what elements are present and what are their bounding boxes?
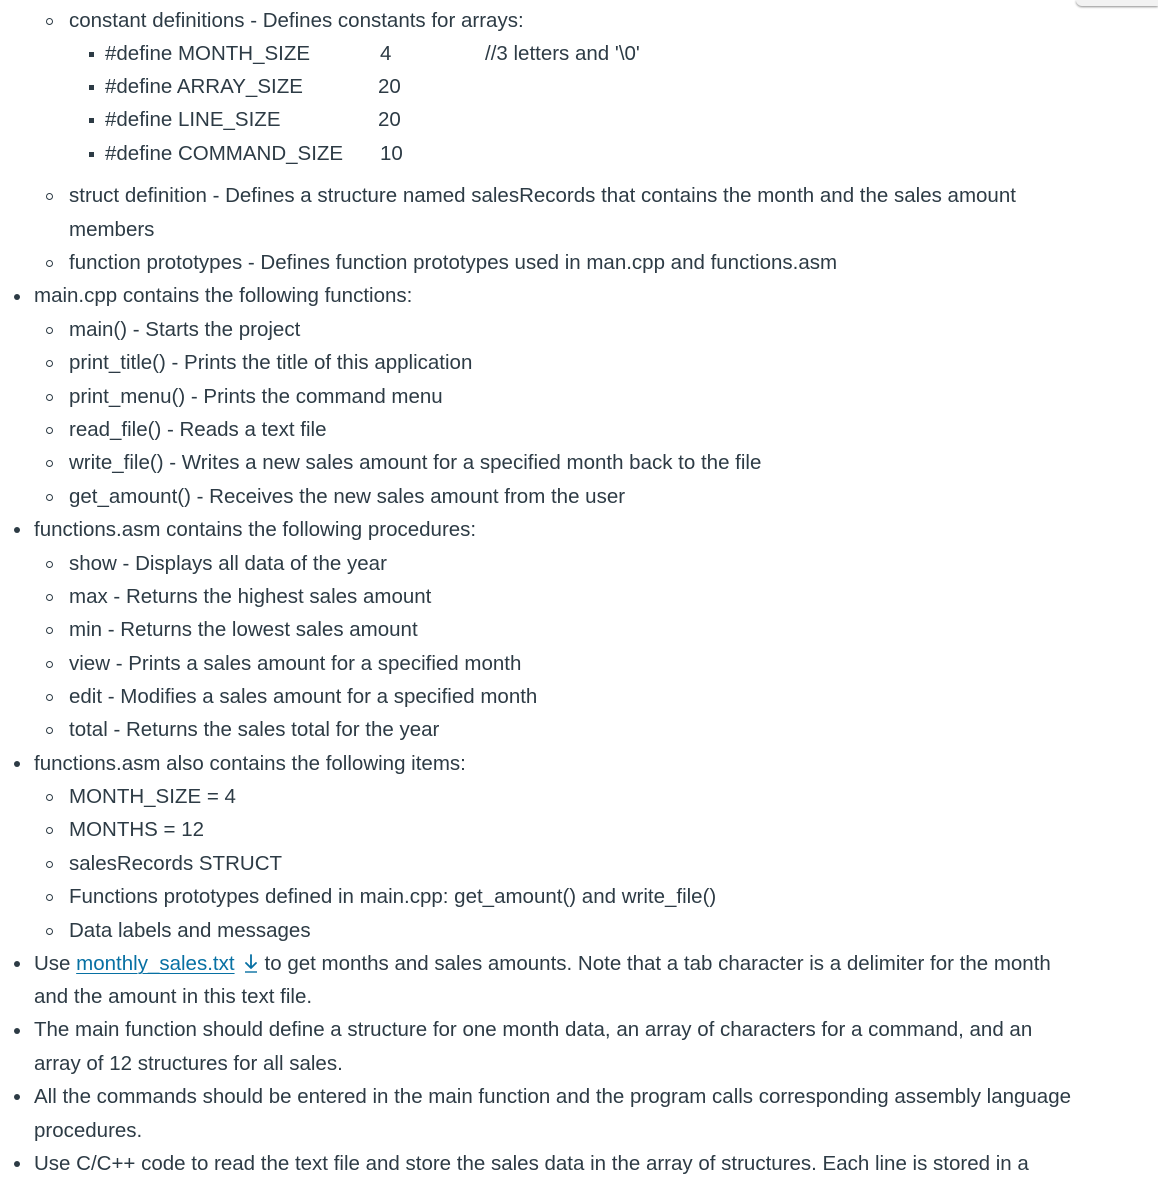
define-month-size-value: 4 bbox=[380, 42, 392, 65]
bullet-circle bbox=[46, 794, 53, 801]
bullet-circle bbox=[46, 394, 53, 401]
use-file-line2: and the amount in this text file. bbox=[34, 985, 313, 1008]
bullet-circle bbox=[46, 661, 53, 668]
main-cpp-item-write-file: write_file() - Writes a new sales amount for a specified month back to the file bbox=[69, 451, 762, 474]
bullet-square bbox=[89, 85, 94, 90]
bullet-square bbox=[89, 118, 94, 123]
bullet-square bbox=[89, 152, 94, 157]
main-cpp-item-get-amount: get_amount() - Receives the new sales amount from the user bbox=[69, 485, 626, 508]
functions-asm-item-months: MONTHS = 12 bbox=[69, 818, 204, 841]
window-corner-shadow bbox=[1076, 0, 1158, 6]
functions-asm-item-edit: edit - Modifies a sales amount for a specified month bbox=[69, 685, 538, 708]
bullet-disc bbox=[14, 1028, 20, 1034]
functions-asm-title: functions.asm contains the following procedures: bbox=[34, 518, 477, 541]
main-cpp-item-read-file: read_file() - Reads a text file bbox=[69, 418, 327, 441]
functions-asm-item-month-size: MONTH_SIZE = 4 bbox=[69, 785, 236, 808]
bullet-circle bbox=[46, 193, 53, 200]
struct-item-line2: members bbox=[69, 218, 155, 241]
commands-line1: All the commands should be entered in the main function and the program calls corresponding assembly language bbox=[34, 1085, 1072, 1108]
define-line-size-name: #define LINE_SIZE bbox=[105, 108, 281, 131]
prototypes-item: function prototypes - Defines function prototypes used in man.cpp and functions.asm bbox=[69, 251, 838, 274]
struct-item-line1: struct definition - Defines a structure named salesRecords that contains the month and the sales amount bbox=[69, 184, 1016, 207]
define-month-size-comment: //3 letters and '\0' bbox=[485, 42, 640, 65]
functions-asm-item-view: view - Prints a sales amount for a specified month bbox=[69, 652, 522, 675]
functions-asm-item-struct: salesRecords STRUCT bbox=[69, 852, 283, 875]
define-array-size-name: #define ARRAY_SIZE bbox=[105, 75, 303, 98]
main-function-line2: array of 12 structures for all sales. bbox=[34, 1052, 343, 1075]
bullet-disc bbox=[14, 961, 20, 967]
main-cpp-item-print-menu: print_menu() - Prints the command menu bbox=[69, 385, 443, 408]
bullet-circle bbox=[46, 627, 53, 634]
bullet-circle bbox=[46, 928, 53, 935]
bullet-circle bbox=[46, 894, 53, 901]
functions-asm-item-data-labels: Data labels and messages bbox=[69, 919, 311, 942]
bullet-disc bbox=[14, 294, 20, 300]
functions-asm-item-total: total - Returns the sales total for the year bbox=[69, 718, 440, 741]
monthly-sales-link[interactable]: monthly_sales.txt bbox=[76, 952, 235, 975]
functions-asm-item-min: min - Returns the lowest sales amount bbox=[69, 618, 418, 641]
bullet-circle bbox=[46, 18, 53, 25]
use-file-line1 bbox=[34, 950, 1051, 978]
main-cpp-title: main.cpp contains the following functions: bbox=[34, 284, 413, 307]
bullet-circle bbox=[46, 327, 53, 334]
bullet-circle bbox=[46, 360, 53, 367]
bullet-disc bbox=[14, 1094, 20, 1100]
commands-line2: procedures. bbox=[34, 1119, 143, 1142]
define-array-size-value: 20 bbox=[378, 75, 401, 98]
bullet-disc bbox=[14, 1161, 20, 1167]
define-command-size-value: 10 bbox=[380, 142, 403, 165]
use-file-suffix: to get months and sales amounts. Note that a tab character is a delimiter for the month bbox=[264, 952, 1051, 975]
main-cpp-item-main: main() - Starts the project bbox=[69, 318, 301, 341]
define-line-size-value: 20 bbox=[378, 108, 401, 131]
bullet-circle bbox=[46, 727, 53, 734]
bullet-circle bbox=[46, 561, 53, 568]
bullet-circle bbox=[46, 594, 53, 601]
functions-asm-item-max: max - Returns the highest sales amount bbox=[69, 585, 432, 608]
main-function-line1: The main function should define a structure for one month data, an array of characters for a command, and an bbox=[34, 1018, 1033, 1041]
functions-asm-items-title: functions.asm also contains the following items: bbox=[34, 752, 466, 775]
constants-item: constant definitions - Defines constants for arrays: bbox=[69, 9, 524, 32]
bullet-circle bbox=[46, 861, 53, 868]
bullet-circle bbox=[46, 827, 53, 834]
cpp-code-line1: Use C/C++ code to read the text file and store the sales data in the array of structures. Each line is stored in a bbox=[34, 1152, 1029, 1175]
bullet-square bbox=[89, 52, 94, 57]
define-month-size-name: #define MONTH_SIZE bbox=[105, 42, 311, 65]
bullet-circle bbox=[46, 460, 53, 467]
download-icon[interactable] bbox=[243, 953, 259, 981]
bullet-circle bbox=[46, 427, 53, 434]
functions-asm-item-prototypes: Functions prototypes defined in main.cpp: get_amount() and write_file() bbox=[69, 885, 717, 908]
use-file-prefix: Use bbox=[34, 952, 71, 975]
bullet-circle bbox=[46, 694, 53, 701]
bullet-disc bbox=[14, 761, 20, 767]
define-command-size-name: #define COMMAND_SIZE bbox=[105, 142, 344, 165]
functions-asm-item-show: show - Displays all data of the year bbox=[69, 552, 387, 575]
bullet-circle bbox=[46, 494, 53, 501]
bullet-disc bbox=[14, 527, 20, 533]
main-cpp-item-print-title: print_title() - Prints the title of this application bbox=[69, 351, 473, 374]
bullet-circle bbox=[46, 260, 53, 267]
